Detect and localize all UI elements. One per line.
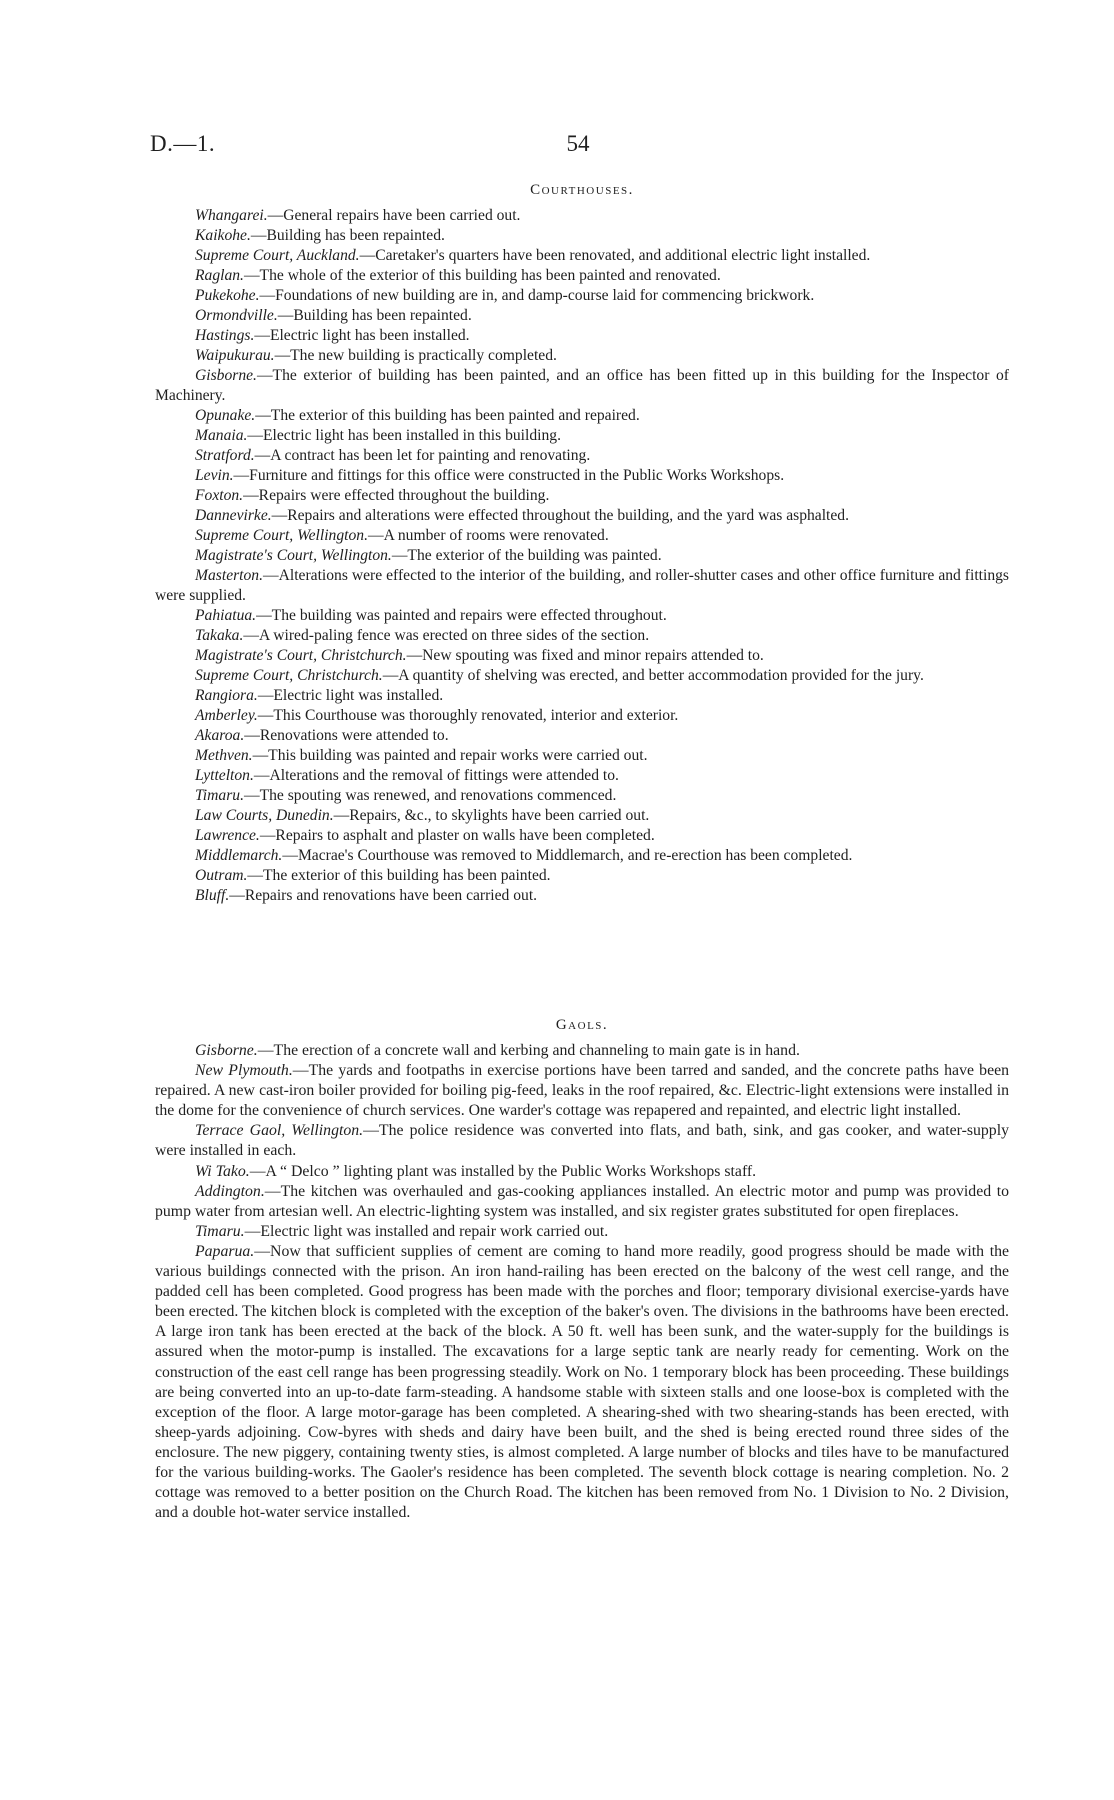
entry-text: —A contract has been let for painting and renovating. xyxy=(254,447,591,464)
report-entry xyxy=(155,806,1009,826)
entry-place: Timaru. xyxy=(195,787,244,804)
report-entry xyxy=(155,606,1009,626)
entry-text: —A “ Delco ” lighting plant was installed by the Public Works Workshops staff. xyxy=(249,1162,757,1180)
courthouses-section xyxy=(155,180,1009,906)
report-entry xyxy=(155,646,1009,666)
report-entry xyxy=(155,326,1009,346)
entry-place: Hastings. xyxy=(195,327,255,344)
entry-text: —Repairs, &c., to skylights have been carried out. xyxy=(333,807,650,824)
entry-place: Akaroa. xyxy=(195,727,245,744)
report-entry xyxy=(155,466,1009,486)
entry-text: —Macrae's Courthouse was removed to Middlemarch, and re-erection has been completed. xyxy=(282,847,853,864)
report-entry xyxy=(155,866,1009,886)
entry-text: —Electric light has been installed. xyxy=(254,327,470,344)
report-entry xyxy=(155,746,1009,766)
section-heading: Courthouses. xyxy=(530,182,634,198)
entry-text: —A number of rooms were renovated. xyxy=(367,527,609,544)
entry-place: Pukekohe. xyxy=(195,287,260,304)
report-entry xyxy=(155,486,1009,506)
report-entry xyxy=(155,546,1009,566)
report-entry xyxy=(155,566,1009,606)
report-entry xyxy=(155,686,1009,706)
report-entry xyxy=(155,306,1009,326)
entry-text: —The exterior of this building has been painted. xyxy=(247,867,551,884)
report-entry xyxy=(155,1162,1009,1182)
entry-text: —The kitchen was overhauled and gas-cooking appliances installed. An electric motor and pump was provided to pump water from artesian well. An electric-lighting system was installed, and six register grates substituted for open fireplaces. xyxy=(155,1182,1009,1220)
gaols-entries xyxy=(155,1041,1009,1523)
report-entry xyxy=(155,1222,1009,1242)
entry-text: —The exterior of building has been painted, and an office has been fitted up in this building for the Inspector of Machinery. xyxy=(155,367,1009,404)
entry-text: —A wired-paling fence was erected on three sides of the section. xyxy=(243,627,650,644)
entry-place: Kaikohe. xyxy=(195,227,251,244)
entry-place: Takaka. xyxy=(195,627,244,644)
report-entry xyxy=(155,206,1009,226)
entry-place: Supreme Court, Christchurch. xyxy=(195,667,383,684)
report-entry xyxy=(155,1061,1009,1121)
entry-place: Ormondville. xyxy=(195,307,278,324)
report-entry xyxy=(155,846,1009,866)
gaols-section xyxy=(155,1015,1009,1523)
report-entry xyxy=(155,526,1009,546)
report-entry xyxy=(155,226,1009,246)
entry-text: —Building has been repainted. xyxy=(250,227,445,244)
entry-text: —The police residence was converted into flats, and bath, sink, and gas cooker, and water-supply were installed in each. xyxy=(155,1122,1009,1160)
report-entry xyxy=(155,286,1009,306)
report-entry xyxy=(155,246,1009,266)
entry-text: —The yards and footpaths in exercise portions have been tarred and sanded, and the concrete paths have been repaired. A new cast-iron boiler provided for boiling pig-feed, leaks in the roof repaired, &c. Electric-light extensions were installed in the dome for the convenience of church services. One warder's cottage was repapered and repainted, and electric light installed. xyxy=(155,1062,1010,1120)
report-entry xyxy=(155,1121,1009,1161)
entry-text: —Repairs were effected throughout the building. xyxy=(243,487,550,504)
entry-place: Masterton. xyxy=(195,567,264,584)
entry-place: Lawrence. xyxy=(195,827,260,844)
entry-place: Amberley. xyxy=(195,707,258,724)
entry-place: Rangiora. xyxy=(195,687,258,704)
entry-text: —The exterior of this building has been painted and repaired. xyxy=(255,407,640,424)
entry-place: Supreme Court, Auckland. xyxy=(195,247,360,264)
entry-text: —This building was painted and repair works were carried out. xyxy=(252,747,648,764)
entry-text: —The exterior of the building was painted. xyxy=(391,547,662,564)
entry-place: Dannevirke. xyxy=(195,507,272,524)
entry-place: Paparua. xyxy=(195,1242,255,1260)
report-entry xyxy=(155,766,1009,786)
entry-place: Bluff. xyxy=(195,887,230,904)
report-entry xyxy=(155,506,1009,526)
entry-text: —Electric light was installed and repair work carried out. xyxy=(244,1222,609,1240)
report-entry xyxy=(155,1182,1009,1222)
entry-place: Gisborne. xyxy=(195,1042,258,1059)
entry-text: —The erection of a concrete wall and kerbing and channeling to main gate is in hand. xyxy=(257,1042,800,1059)
entry-place: Wi Tako. xyxy=(195,1162,250,1180)
entry-place: Lyttelton. xyxy=(195,767,254,784)
entry-place: Law Courts, Dunedin. xyxy=(195,807,334,824)
entry-text: —The building was painted and repairs were effected throughout. xyxy=(256,607,667,624)
entry-place: Whangarei. xyxy=(195,207,268,224)
entry-place: Foxton. xyxy=(195,487,244,504)
entry-text: —New spouting was fixed and minor repairs attended to. xyxy=(406,647,764,664)
page-number: 54 xyxy=(566,131,590,156)
entry-text: —A quantity of shelving was erected, and better accommodation provided for the jury. xyxy=(382,667,924,684)
entry-text: —Foundations of new building are in, and damp-course laid for commencing brickwork. xyxy=(259,287,815,304)
entry-text: —Furniture and fittings for this office were constructed in the Public Works Workshops. xyxy=(233,467,785,484)
section-heading: Gaols. xyxy=(555,1017,609,1033)
report-entry xyxy=(155,706,1009,726)
entry-text: —Repairs and renovations have been carried out. xyxy=(229,887,538,904)
courthouses-entries xyxy=(155,206,1009,906)
entry-place: Middlemarch. xyxy=(195,847,283,864)
report-entry xyxy=(155,786,1009,806)
entry-text: —Building has been repainted. xyxy=(277,307,472,324)
entry-place: Magistrate's Court, Wellington. xyxy=(195,547,392,564)
entry-text: —Electric light was installed. xyxy=(257,687,444,704)
report-entry xyxy=(155,626,1009,646)
report-entry xyxy=(155,1242,1009,1523)
entry-place: Terrace Gaol, Wellington. xyxy=(195,1122,364,1140)
report-entry xyxy=(155,1041,1009,1061)
entry-text: —The spouting was renewed, and renovations commenced. xyxy=(243,787,617,804)
entry-place: Addington. xyxy=(195,1182,265,1200)
report-entry xyxy=(155,826,1009,846)
entry-text: —Renovations were attended to. xyxy=(244,727,449,744)
entry-text: —Alterations and the removal of fittings were attended to. xyxy=(253,767,619,784)
entry-place: Supreme Court, Wellington. xyxy=(195,527,368,544)
entry-place: New Plymouth. xyxy=(195,1062,293,1080)
entry-place: Pahiatua. xyxy=(195,607,257,624)
entry-text: —Electric light has been installed in this building. xyxy=(247,427,561,444)
entry-place: Raglan. xyxy=(195,267,244,284)
report-entry xyxy=(155,406,1009,426)
entry-place: Magistrate's Court, Christchurch. xyxy=(195,647,407,664)
entry-text: —Caretaker's quarters have been renovated, and additional electric light installed. xyxy=(359,247,871,264)
report-entry xyxy=(155,446,1009,466)
entry-place: Gisborne. xyxy=(195,367,257,384)
entry-text: —The new building is practically completed. xyxy=(274,347,557,364)
document-reference: D.—1. xyxy=(150,131,216,156)
entry-place: Manaia. xyxy=(195,427,248,444)
entry-place: Outram. xyxy=(195,867,248,884)
entry-text: —General repairs have been carried out. xyxy=(267,207,521,224)
report-entry xyxy=(155,266,1009,286)
report-entry xyxy=(155,886,1009,906)
report-entry xyxy=(155,726,1009,746)
report-entry xyxy=(155,666,1009,686)
entry-place: Waipukurau. xyxy=(195,347,275,364)
entry-text: —Alterations were effected to the interior of the building, and roller-shutter cases and other office furniture and fittings were supplied. xyxy=(155,567,1009,604)
entry-place: Timaru. xyxy=(195,1222,245,1240)
report-entry xyxy=(155,366,1009,406)
report-entry xyxy=(155,426,1009,446)
entry-text: —Repairs and alterations were effected throughout the building, and the yard was asphalted. xyxy=(271,507,850,524)
entry-place: Levin. xyxy=(195,467,234,484)
entry-place: Opunake. xyxy=(195,407,256,424)
entry-place: Stratford. xyxy=(195,447,255,464)
report-entry xyxy=(155,346,1009,366)
entry-text: —Repairs to asphalt and plaster on walls have been completed. xyxy=(259,827,655,844)
entry-text: —Now that sufficient supplies of cement are coming to hand more readily, good progress should be made with the various buildings connected with the prison. An iron hand-railing has been erected on the balcony of the west cell range, and the padded cell has been completed. Good progress has been made with the porches and floor; temporary divisional exercise-yards have been erected. The kitchen block is completed with the exception of the baker's oven. The divisions in the bathrooms have been erected. A large iron tank has been erected at the back of the block. A 50 ft. well has been sunk, and the water-supply for the buildings is assured when the motor-pump is installed. The excavations for a large septic tank are nearly ready for cementing. Work on the construction of the east cell range has been progressing steadily. Work on No. 1 temporary block has been proceeding. These buildings are being converted into an up-to-date farm-steading. A handsome stable with sixteen stalls and one loose-box is completed with the exception of the floor. A large motor-garage has been completed. A shearing-shed with two shearing-stands has been erected, with sheep-yards adjoining. Cow-byres with sheds and dairy have been built, and the shed is being erected round three sides of the enclosure. The new piggery, containing twenty sties, is almost completed. A large number of blocks and tiles have to be manufactured for the various building-works. The Gaoler's residence has been completed. The seventh block cottage is nearing completion. No. 2 cottage was removed to a better position on the Church Road. The kitchen has been removed from No. 1 Division to No. 2 Division, and a double hot-water service installed. xyxy=(155,1242,1009,1522)
entry-place: Methven. xyxy=(195,747,253,764)
entry-text: —The whole of the exterior of this building has been painted and renovated. xyxy=(243,267,721,284)
entry-text: —This Courthouse was thoroughly renovated, interior and exterior. xyxy=(257,707,679,724)
